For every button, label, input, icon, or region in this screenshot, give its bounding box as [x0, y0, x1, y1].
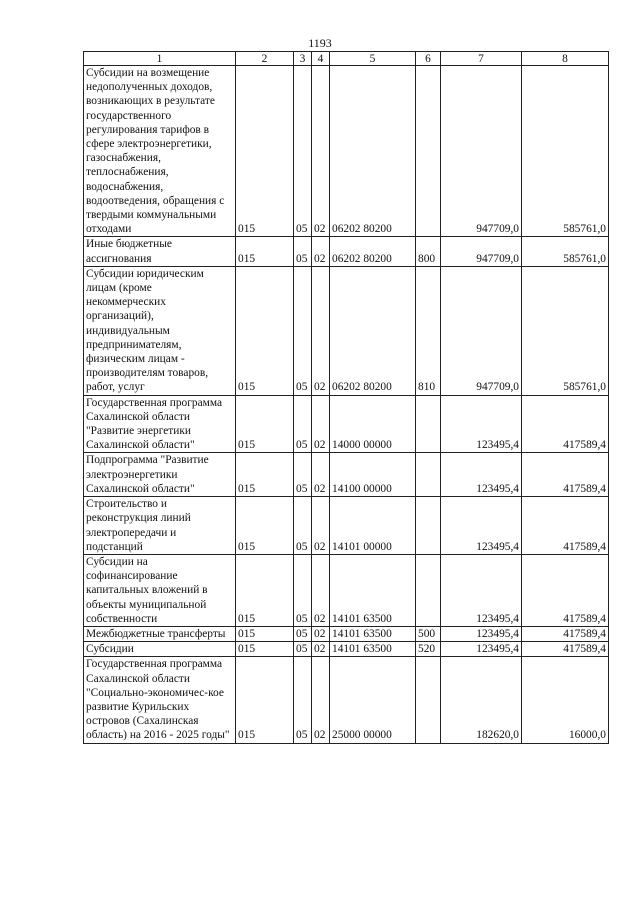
ministry-code-cell: 015 [236, 66, 294, 237]
row-name-cell: Строительство и реконструкция линий электропередачи и подстанций [84, 497, 236, 555]
target-article-cell: 25000 00000 [330, 657, 416, 743]
table-row [84, 642, 609, 657]
table-row [84, 237, 609, 266]
row-name-cell: Государственная программа Сахалинской области "Социально-экономичес-кое развитие Курильских островов (Сахалинская область) на 2016 - 2025 годы" [84, 657, 236, 743]
expense-type-cell [416, 554, 441, 626]
row-name-cell: Субсидии на возмещение недополученных доходов, возникающих в результате государственного регулирования тарифов в сфере электроэнергетики, газоснабжения, теплоснабжения, водоснабжения, водоотведения, обращения с твердыми коммунальными отходами [84, 66, 236, 237]
table-row [84, 497, 609, 555]
target-article-cell: 14000 00000 [330, 395, 416, 453]
table-row [84, 554, 609, 626]
amount-2-cell: 585761,0 [522, 237, 609, 266]
target-article-cell: 06202 80200 [330, 266, 416, 395]
column-header: 1 [84, 52, 236, 66]
amount-2-cell: 417589,4 [522, 626, 609, 641]
column-header: 6 [416, 52, 441, 66]
row-name-cell: Межбюджетные трансферты [84, 626, 236, 641]
row-name-cell: Субсидии юридическим лицам (кроме некоммерческих организаций), индивидуальным предпринимателям, физическим лицам - производителям товаров, работ, услуг [84, 266, 236, 395]
subsection-code-cell: 02 [312, 626, 330, 641]
ministry-code-cell: 015 [236, 395, 294, 453]
subsection-code-cell: 02 [312, 497, 330, 555]
section-code-cell: 05 [294, 453, 312, 497]
amount-1-cell: 947709,0 [441, 237, 522, 266]
ministry-code-cell: 015 [236, 266, 294, 395]
subsection-code-cell: 02 [312, 642, 330, 657]
table-row [84, 626, 609, 641]
table-header-row [84, 52, 609, 66]
table-row [84, 266, 609, 395]
column-header: 4 [312, 52, 330, 66]
column-header: 3 [294, 52, 312, 66]
row-name-cell: Подпрограмма "Развитие электроэнергетики Сахалинской области" [84, 453, 236, 497]
target-article-cell: 14101 63500 [330, 642, 416, 657]
subsection-code-cell: 02 [312, 237, 330, 266]
amount-2-cell: 417589,4 [522, 453, 609, 497]
subsection-code-cell: 02 [312, 66, 330, 237]
target-article-cell: 14101 63500 [330, 626, 416, 641]
ministry-code-cell: 015 [236, 657, 294, 743]
row-name-cell: Субсидии на софинансирование капитальных вложений в объекты муниципальной собственности [84, 554, 236, 626]
amount-1-cell: 123495,4 [441, 453, 522, 497]
expense-type-cell: 810 [416, 266, 441, 395]
ministry-code-cell: 015 [236, 453, 294, 497]
section-code-cell: 05 [294, 554, 312, 626]
ministry-code-cell: 015 [236, 497, 294, 555]
amount-2-cell: 417589,4 [522, 642, 609, 657]
subsection-code-cell: 02 [312, 395, 330, 453]
section-code-cell: 05 [294, 657, 312, 743]
target-article-cell: 14101 63500 [330, 554, 416, 626]
ministry-code-cell: 015 [236, 554, 294, 626]
section-code-cell: 05 [294, 642, 312, 657]
section-code-cell: 05 [294, 237, 312, 266]
amount-1-cell: 123495,4 [441, 497, 522, 555]
target-article-cell: 06202 80200 [330, 66, 416, 237]
section-code-cell: 05 [294, 626, 312, 641]
section-code-cell: 05 [294, 266, 312, 395]
amount-2-cell: 417589,4 [522, 554, 609, 626]
ministry-code-cell: 015 [236, 642, 294, 657]
amount-1-cell: 947709,0 [441, 66, 522, 237]
row-name-cell: Государственная программа Сахалинской области "Развитие энергетики Сахалинской области" [84, 395, 236, 453]
column-header: 8 [522, 52, 609, 66]
amount-1-cell: 123495,4 [441, 395, 522, 453]
subsection-code-cell: 02 [312, 554, 330, 626]
column-header: 7 [441, 52, 522, 66]
subsection-code-cell: 02 [312, 657, 330, 743]
amount-1-cell: 182620,0 [441, 657, 522, 743]
column-header: 5 [330, 52, 416, 66]
expense-type-cell [416, 453, 441, 497]
amount-1-cell: 123495,4 [441, 626, 522, 641]
expense-type-cell: 500 [416, 626, 441, 641]
amount-2-cell: 585761,0 [522, 66, 609, 237]
expense-type-cell: 520 [416, 642, 441, 657]
ministry-code-cell: 015 [236, 626, 294, 641]
target-article-cell: 06202 80200 [330, 237, 416, 266]
subsection-code-cell: 02 [312, 453, 330, 497]
section-code-cell: 05 [294, 395, 312, 453]
amount-2-cell: 16000,0 [522, 657, 609, 743]
amount-2-cell: 417589,4 [522, 395, 609, 453]
expense-type-cell: 800 [416, 237, 441, 266]
row-name-cell: Иные бюджетные ассигнования [84, 237, 236, 266]
table-row [84, 66, 609, 237]
expense-type-cell [416, 395, 441, 453]
amount-2-cell: 585761,0 [522, 266, 609, 395]
row-name-cell: Субсидии [84, 642, 236, 657]
page-number: 1193 [308, 36, 332, 50]
section-code-cell: 05 [294, 497, 312, 555]
expense-type-cell [416, 497, 441, 555]
ministry-code-cell: 015 [236, 237, 294, 266]
amount-1-cell: 947709,0 [441, 266, 522, 395]
table-row [84, 453, 609, 497]
section-code-cell: 05 [294, 66, 312, 237]
budget-table [83, 51, 609, 744]
amount-2-cell: 417589,4 [522, 497, 609, 555]
amount-1-cell: 123495,4 [441, 642, 522, 657]
expense-type-cell [416, 657, 441, 743]
subsection-code-cell: 02 [312, 266, 330, 395]
target-article-cell: 14101 00000 [330, 497, 416, 555]
expense-type-cell [416, 66, 441, 237]
table-row [84, 395, 609, 453]
target-article-cell: 14100 00000 [330, 453, 416, 497]
column-header: 2 [236, 52, 294, 66]
table-row [84, 657, 609, 743]
amount-1-cell: 123495,4 [441, 554, 522, 626]
